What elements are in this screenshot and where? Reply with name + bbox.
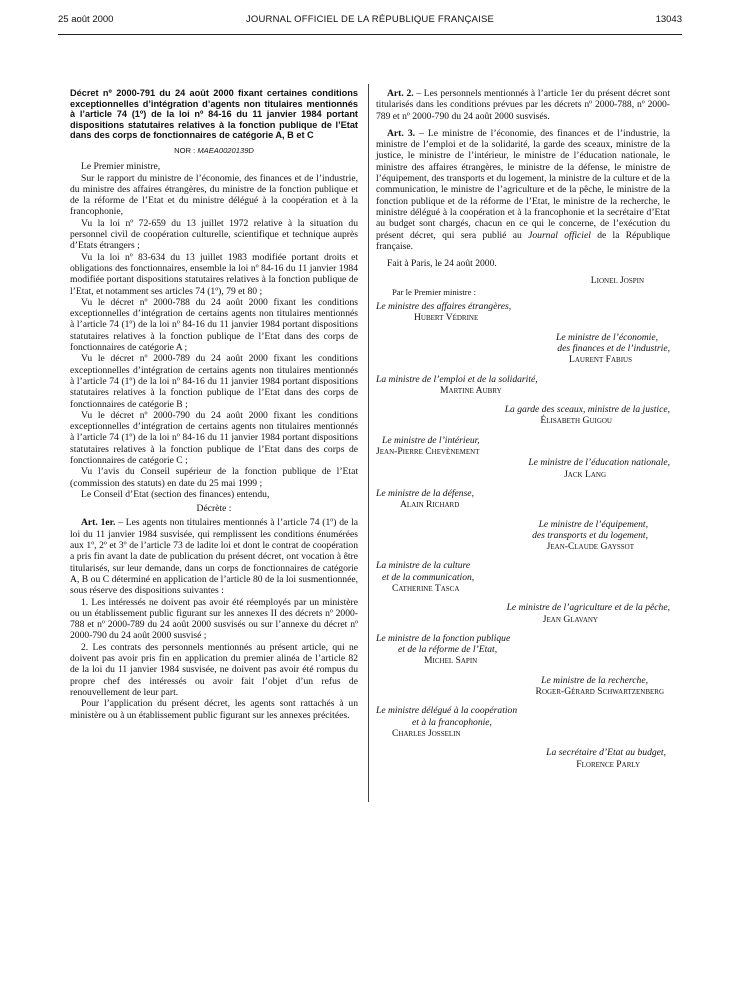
paragraph: Vu le décret nº 2000-789 du 24 août 2000 fixant les conditions exceptionnelles d’intégration de certains agents non titulaires mentionnés à l’article 74 (1º) de la loi nº 84-16 du 11 janvier 1984 portant dispositions statutaires relatives à la fonction publique de l’Etat dans des corps de fonctionnaires de catégorie B ;: [70, 353, 358, 410]
article-2-label: Art. 2.: [387, 88, 414, 99]
article-2-text: – Les personnels mentionnés à l’article 1er du présent décret sont titularisés dans les conditions prévues par les décrets nº 2000-788, nº 2000-789 et nº 2000-790 du 24 août 2000 susvisés.: [376, 88, 670, 122]
paragraph: Vu le décret nº 2000-788 du 24 août 2000 fixant les conditions exceptionnelles d’intégration de certains agents non titulaires mentionnés à l’article 74 (1º) de la loi nº 84-16 du 11 janvier 1984 portant dispositions statutaires relatives à la fonction publique de l’Etat dans des corps de fonctionnaires de catégorie A ;: [70, 296, 358, 354]
signatory-name: Jean-Claude Gayssot: [546, 541, 634, 553]
nor-label: NOR :: [174, 145, 196, 155]
column-divider: [368, 84, 369, 802]
page-header: [58, 14, 682, 30]
article-1-text: – Les agents non titulaires mentionnés à l’article 74 (1º) de la loi du 11 janvier 1984 susvisée, qui remplissent les conditions énumérées aux 1º, 2º et 3º de l’article 73 de ladite loi et dont le contrat de coopération a pris fin avant la date de publication du présent décret, ont vocation à être titularisés, sur leur demande, dans un corps de fonctionnaires de catégorie A, B ou C déterminé en application de l’article 80 de la loi susmentionnée, sous réserve des dispositions suivantes :: [70, 517, 358, 597]
signatory-role: Le ministre de la fonction publique: [376, 632, 511, 644]
signatory-name: Jean-Pierre Chevènement: [376, 446, 480, 458]
signatory-name: Élisabeth Guigou: [540, 415, 612, 427]
signatory-role: Le ministre délégué à la coopération: [376, 705, 518, 717]
signatory-role: des finances et de l’industrie,: [557, 342, 670, 354]
signatory-name: Jean Glavany: [542, 613, 598, 625]
header-date: 25 août 2000: [58, 14, 114, 25]
signatory-name: Michel Sapin: [424, 655, 478, 667]
header-rule: [58, 34, 682, 35]
par-le-premier-ministre: Par le Premier ministre :: [392, 286, 477, 297]
signatory-role: Le ministre de l’économie,: [556, 331, 658, 343]
signatory-role: La ministre de la culture: [376, 560, 471, 572]
signatory-role: Le ministre de l’intérieur,: [382, 434, 480, 446]
paragraph: 1. Les intéressés ne doivent pas avoir été réemployés par un ministère ou un établissement public figurant sur les annexes II des décrets nº 2000-788 et nº 2000-789 du 24 août 2000 susvisés ou sur l’annexe du décret nº 2000-790 du 24 août 2000 susvisé ;: [70, 596, 358, 642]
fait-a-paris: Fait à Paris, le 24 août 2000.: [387, 258, 497, 270]
signatory-role: La ministre de l’emploi et de la solidarité,: [376, 373, 538, 385]
paragraph: Vu l’avis du Conseil supérieur de la fonction publique de l’Etat (commission des statuts) en date du 25 mai 1999 ;: [70, 466, 358, 489]
signature-prime-minister: Lionel Jospin: [590, 275, 644, 287]
signatory-name: Catherine Tasca: [392, 582, 460, 594]
signatory-name: Hubert Védrine: [414, 312, 479, 324]
decree-title: Décret nº 2000-791 du 24 août 2000 fixant certaines conditions exceptionnelles d’intégration d’agents non titulaires mentionnés à l’article 74 (1º) de la loi nº 84-16 du 11 janvier 1984 portant dispositions statutaires relatives à la fonction publique de l’Etat dans des corps de fonctionnaires de catégorie A, B et C: [70, 88, 358, 141]
nor-reference: [70, 145, 358, 156]
article-1: [70, 517, 358, 596]
paragraph: Vu le décret nº 2000-790 du 24 août 2000 fixant les conditions exceptionnelles d’intégration de certains agents non titulaires mentionnés à l’article 74 (1º) de la loi nº 84-16 du 11 janvier 1984 portant dispositions statutaires relatives à la fonction publique de l’Etat dans des corps de fonctionnaires de catégorie C ;: [70, 409, 358, 466]
signatory-role: Le ministre de la défense,: [376, 487, 474, 499]
signatory-role: Le ministre des affaires étrangères,: [376, 301, 512, 313]
signatory-role: La secrétaire d’Etat au budget,: [546, 747, 666, 759]
nor-code: MAEA0020139D: [197, 145, 254, 155]
signatory-name: Martine Aubry: [440, 384, 502, 396]
header-journal-title: JOURNAL OFFICIEL DE LA RÉPUBLIQUE FRANÇAISE: [245, 14, 495, 25]
paragraph: Sur le rapport du ministre de l’économie, des finances et de l’industrie, du ministre des affaires étrangères, du ministre de la fonction publique et de la réforme de l’Etat et du ministre délégué à la coopération et à la francophonie,: [70, 172, 358, 218]
signatory-name: Alain Richard: [400, 499, 460, 511]
signatory-name: Florence Parly: [576, 758, 640, 770]
paragraph: Vu la loi nº 83-634 du 13 juillet 1983 modifiée portant droits et obligations des fonctionnaires, ensemble la loi nº 84-16 du 11 janvier 1984 modifiée portant dispositions statutaires relatives à la fonction publique de l’Etat, et notamment ses articles 74 (1º), 79 et 80 ;: [70, 251, 358, 297]
signatory-role: Le ministre de la recherche,: [541, 674, 648, 686]
decrete-heading: Décrète :: [196, 503, 232, 515]
signatory-name: Laurent Fabius: [569, 354, 632, 366]
article-3-end: de la République française.: [376, 229, 671, 252]
signatory-role: La garde des sceaux, ministre de la justice,: [504, 404, 670, 416]
signatory-role: et de la réforme de l’Etat,: [398, 644, 498, 656]
article-3-label: Art. 3.: [387, 127, 416, 139]
journal-officiel-ref: Journal officiel: [528, 229, 591, 241]
paragraph: Vu la loi nº 72-659 du 13 juillet 1972 relative à la situation du personnel civil de coopération culturelle, scientifique et technique auprès d’Etats étrangers ;: [70, 217, 358, 252]
article-3: [376, 128, 670, 252]
signatory-name: Roger-Gérard Schwartzenberg: [535, 686, 664, 698]
signatory-role: Le ministre de l’équipement,: [538, 518, 648, 530]
paragraph: Le Conseil d’Etat (section des finances) entendu,: [81, 488, 270, 500]
header-page-number: 13043: [655, 14, 682, 25]
signatory-role: et à la francophonie,: [412, 716, 492, 728]
article-2: [376, 88, 670, 122]
signatory-name: Charles Josselin: [392, 727, 461, 739]
signatory-role: Le ministre de l’agriculture et de la pêche,: [506, 602, 670, 614]
signatory-role: des transports et du logement,: [532, 529, 648, 541]
paragraph: Le Premier ministre,: [81, 161, 161, 173]
signatory-role: et de la communication,: [382, 571, 475, 583]
paragraph: Pour l’application du présent décret, les agents sont rattachés à un ministère ou à un établissement public figurant sur les annexes précitées.: [70, 698, 358, 721]
signatory-name: Jack Lang: [564, 468, 606, 480]
article-3-text: – Le ministre de l’économie, des finances et de l’industrie, la ministre de l’emploi et de la solidarité, la garde des sceaux, ministre de la justice, le ministre de l’intérieur, le ministre de l’éducation nationale, le ministre des affaires étrangères, le ministre de la défense, le ministre de l’équipement, des transports et du logement, la ministre de la culture et de la communication, le ministre de l’agriculture et de la pêche, le ministre de la fonction publique et de la réforme de l’Etat, le ministre de la recherche, le ministre délégué à la coopération et à la francophonie et la secrétaire d’Etat au budget sont chargés, chacun en ce qui le concerne, de l’exécution du présent décret, qui sera publié au: [376, 127, 670, 241]
paragraph: 2. Les contrats des personnels mentionnés au présent article, qui ne doivent pas avoir pris fin en application du premier alinéa de l’article 82 de la loi du 11 janvier 1984 susvisée, ne doivent pas avoir été rompus du propre chef des intéressés ou avoir fait l’objet d’un refus de renouvellement de leur part.: [70, 641, 358, 698]
left-column: [70, 88, 358, 721]
article-1-label: Art. 1er.: [81, 517, 116, 529]
right-column: [376, 88, 670, 770]
signatory-role: Le ministre de l’éducation nationale,: [528, 457, 670, 469]
